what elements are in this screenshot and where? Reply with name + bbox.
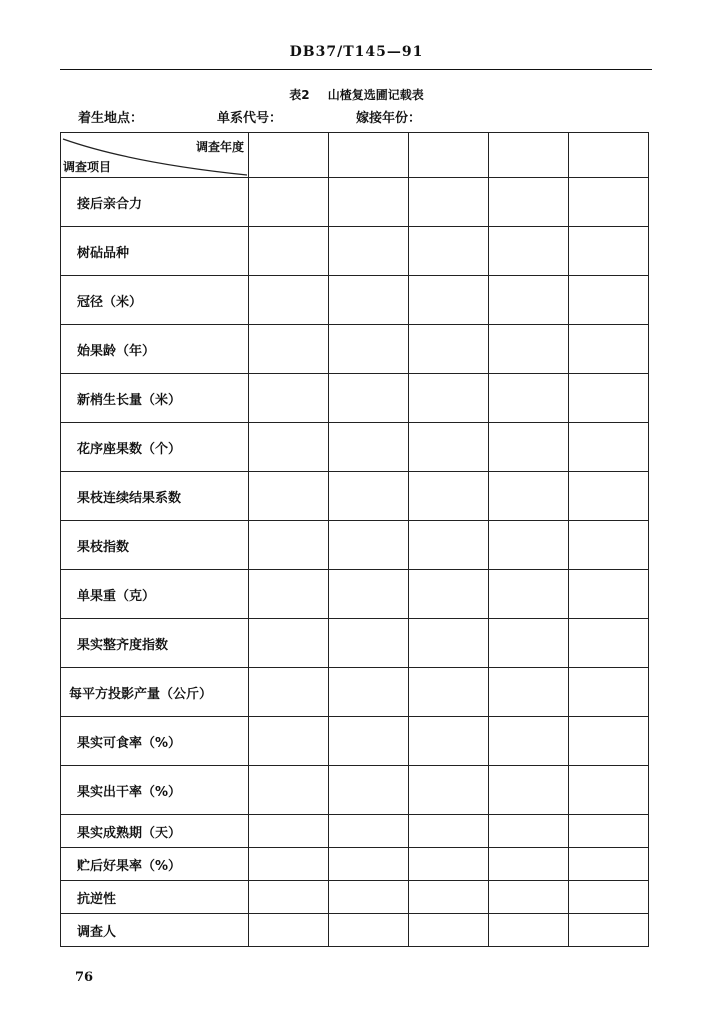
- data-cell[interactable]: [569, 881, 649, 914]
- data-cell[interactable]: [569, 227, 649, 276]
- data-cell[interactable]: [409, 766, 489, 815]
- data-cell[interactable]: [409, 668, 489, 717]
- data-cell[interactable]: [489, 881, 569, 914]
- data-cell[interactable]: [489, 227, 569, 276]
- table-row: [61, 521, 649, 570]
- row-label: 冠径（米）: [61, 276, 249, 325]
- row-label: 果实成熟期（天）: [61, 815, 249, 848]
- location-label: 着生地点：: [78, 111, 144, 126]
- table-row: [61, 914, 649, 947]
- survey-item-header: 调查项目: [63, 160, 112, 174]
- data-cell[interactable]: [489, 717, 569, 766]
- data-cell[interactable]: [329, 472, 409, 521]
- data-cell[interactable]: [249, 914, 329, 947]
- data-cell[interactable]: [569, 521, 649, 570]
- year-column-3[interactable]: [409, 133, 489, 178]
- data-cell[interactable]: [329, 227, 409, 276]
- table-row: [61, 227, 649, 276]
- data-cell[interactable]: [569, 423, 649, 472]
- table-row: [61, 570, 649, 619]
- data-cell[interactable]: [569, 766, 649, 815]
- data-cell[interactable]: [409, 914, 489, 947]
- data-cell[interactable]: [489, 766, 569, 815]
- data-cell[interactable]: [409, 374, 489, 423]
- data-cell[interactable]: [569, 815, 649, 848]
- data-cell[interactable]: [249, 881, 329, 914]
- data-cell[interactable]: [489, 815, 569, 848]
- data-cell[interactable]: [489, 668, 569, 717]
- data-cell[interactable]: [249, 668, 329, 717]
- data-cell[interactable]: [489, 276, 569, 325]
- data-cell[interactable]: [249, 325, 329, 374]
- table-number: 表2: [289, 88, 310, 102]
- data-cell[interactable]: [329, 374, 409, 423]
- row-label: 新梢生长量（米）: [61, 374, 249, 423]
- data-cell[interactable]: [409, 815, 489, 848]
- table-row: [61, 619, 649, 668]
- data-cell[interactable]: [569, 472, 649, 521]
- table-row: [61, 276, 649, 325]
- data-cell[interactable]: [249, 815, 329, 848]
- year-column-5[interactable]: [569, 133, 649, 178]
- data-cell[interactable]: [329, 521, 409, 570]
- standard-code: DB37/T145—91: [289, 44, 424, 60]
- data-cell[interactable]: [329, 881, 409, 914]
- table-row: [61, 668, 649, 717]
- data-cell[interactable]: [249, 619, 329, 668]
- data-cell[interactable]: [409, 472, 489, 521]
- data-cell[interactable]: [489, 521, 569, 570]
- data-cell[interactable]: [249, 227, 329, 276]
- data-cell[interactable]: [329, 619, 409, 668]
- line-code-label: 单系代号：: [217, 111, 283, 126]
- data-cell[interactable]: [489, 178, 569, 227]
- table-row: [61, 423, 649, 472]
- data-cell[interactable]: [569, 619, 649, 668]
- data-cell[interactable]: [489, 848, 569, 881]
- data-cell[interactable]: [249, 848, 329, 881]
- table-row: [61, 717, 649, 766]
- table-row: [61, 815, 649, 848]
- data-cell[interactable]: [409, 881, 489, 914]
- data-cell[interactable]: [329, 570, 409, 619]
- table-row: [61, 881, 649, 914]
- graft-year-label: 嫁接年份：: [356, 111, 422, 126]
- corner-header-cell: [61, 133, 249, 178]
- row-label: 调查人: [61, 914, 249, 947]
- data-cell[interactable]: [409, 178, 489, 227]
- row-label: 贮后好果率（%）: [61, 848, 249, 881]
- table-title: [0, 86, 713, 103]
- table-row: [61, 848, 649, 881]
- row-label: 单果重（克）: [61, 570, 249, 619]
- table-title-text: 山楂复选圃记载表: [327, 88, 424, 102]
- data-cell[interactable]: [409, 227, 489, 276]
- data-cell[interactable]: [329, 325, 409, 374]
- table-row: [61, 325, 649, 374]
- data-cell[interactable]: [409, 423, 489, 472]
- data-cell[interactable]: [569, 848, 649, 881]
- year-column-4[interactable]: [489, 133, 569, 178]
- data-cell[interactable]: [409, 521, 489, 570]
- row-label: 花序座果数（个）: [61, 423, 249, 472]
- data-cell[interactable]: [249, 766, 329, 815]
- data-cell[interactable]: [409, 619, 489, 668]
- data-cell[interactable]: [249, 717, 329, 766]
- row-label: 每平方投影产量（公斤）: [61, 668, 249, 717]
- data-cell[interactable]: [249, 521, 329, 570]
- data-cell[interactable]: [329, 717, 409, 766]
- table-header-row: [61, 133, 649, 178]
- row-label: 始果龄（年）: [61, 325, 249, 374]
- row-label: 树砧品种: [61, 227, 249, 276]
- data-cell[interactable]: [329, 815, 409, 848]
- data-cell[interactable]: [249, 423, 329, 472]
- year-column-1[interactable]: [249, 133, 329, 178]
- row-label: 果实出干率（%）: [61, 766, 249, 815]
- data-cell[interactable]: [249, 178, 329, 227]
- data-cell[interactable]: [249, 570, 329, 619]
- data-cell[interactable]: [489, 325, 569, 374]
- data-cell[interactable]: [329, 848, 409, 881]
- data-cell[interactable]: [569, 276, 649, 325]
- data-cell[interactable]: [489, 914, 569, 947]
- data-cell[interactable]: [409, 325, 489, 374]
- data-cell[interactable]: [569, 374, 649, 423]
- table-row: [61, 766, 649, 815]
- data-cell[interactable]: [489, 472, 569, 521]
- data-cell[interactable]: [489, 374, 569, 423]
- data-cell[interactable]: [329, 178, 409, 227]
- row-label: 果枝连续结果系数: [61, 472, 249, 521]
- row-label: 抗逆性: [61, 881, 249, 914]
- data-cell[interactable]: [329, 668, 409, 717]
- record-table: [60, 132, 649, 947]
- row-label: 果枝指数: [61, 521, 249, 570]
- row-label: 接后亲合力: [61, 178, 249, 227]
- data-cell[interactable]: [569, 178, 649, 227]
- data-cell[interactable]: [249, 472, 329, 521]
- year-column-2[interactable]: [329, 133, 409, 178]
- data-cell[interactable]: [569, 914, 649, 947]
- row-label: 果实整齐度指数: [61, 619, 249, 668]
- data-cell[interactable]: [569, 325, 649, 374]
- data-cell[interactable]: [489, 619, 569, 668]
- data-cell[interactable]: [489, 423, 569, 472]
- table-row: [61, 178, 649, 227]
- data-cell[interactable]: [409, 848, 489, 881]
- data-cell[interactable]: [249, 374, 329, 423]
- data-cell[interactable]: [569, 570, 649, 619]
- data-cell[interactable]: [409, 276, 489, 325]
- survey-year-header: 调查年度: [195, 140, 244, 154]
- data-cell[interactable]: [329, 914, 409, 947]
- header-rule: [60, 69, 652, 70]
- data-cell[interactable]: [329, 423, 409, 472]
- data-cell[interactable]: [569, 668, 649, 717]
- data-cell[interactable]: [569, 717, 649, 766]
- data-cell[interactable]: [329, 276, 409, 325]
- data-cell[interactable]: [489, 570, 569, 619]
- page-number: 76: [75, 970, 94, 985]
- data-cell[interactable]: [409, 717, 489, 766]
- data-cell[interactable]: [329, 766, 409, 815]
- data-cell[interactable]: [409, 570, 489, 619]
- table-row: [61, 374, 649, 423]
- table-row: [61, 472, 649, 521]
- row-label: 果实可食率（%）: [61, 717, 249, 766]
- data-cell[interactable]: [249, 276, 329, 325]
